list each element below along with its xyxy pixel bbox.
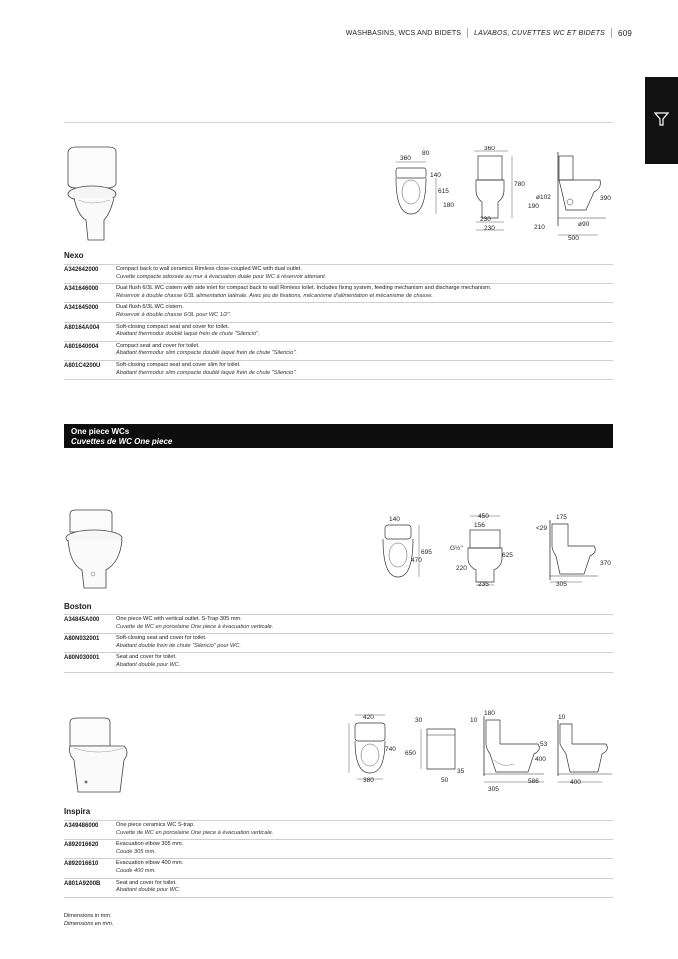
dim-label: 156 [474,522,485,529]
boston-top-view [375,513,445,583]
dim-label: ø102 [536,194,551,201]
inspira-front-view [403,711,471,789]
product-code: A341645000 [64,305,99,312]
description-fr: Cuvette compacte adossée au mur à évacuation duale pour WC à réservoir attenant. [116,273,327,280]
product-code: A80N030001 [64,655,100,662]
dim-label: 305 [556,581,567,588]
boston-front-view [448,512,523,592]
section-divider [64,122,613,123]
dim-label: 180 [443,202,454,209]
description-en: Evacuation elbow 305 mm. [116,841,184,848]
header-section-en: WASHBASINS, WCS AND BIDETS [345,29,462,37]
section-title-fr: Cuvettes de WC One piece [71,436,173,446]
dim-label: 586 [528,778,539,785]
dim-label: 400 [535,756,546,763]
nexo-product-image [64,144,124,244]
description-en: Soft-closing seat and cover for toilet. [116,635,207,642]
product-code: A892016620 [64,842,99,849]
description-fr: Cuvette de WC en porcelaine One piece à évacuation verticale. [116,829,274,836]
description-en: Soft-closing compact seat and cover for toilet. [116,323,230,330]
table-row [64,342,613,361]
nexo-reference-table [64,264,613,380]
dim-label: 50 [441,777,449,784]
table-row [64,859,613,878]
description-en: Evacuation elbow 400 mm. [116,860,184,867]
boston-reference-table [64,614,613,673]
description-fr: Cuvette de WC en porcelaine One piece à évacuation verticale. [116,623,274,630]
dim-label: G½" [450,545,463,552]
description-en: Seat and cover for toilet. [116,654,177,661]
product-name-boston: Boston [64,602,92,611]
description-en: One piece ceramics WC S-trap. [116,822,195,828]
product-name-nexo: Nexo [64,251,84,260]
table-row [64,303,613,322]
product-code: A892016610 [64,861,99,868]
dim-label: 53 [540,741,548,748]
footer-note [64,913,113,928]
dim-label: 190 [528,203,539,210]
description-fr: Réservoir à double chasse 6/3L pour WC 1/2". [116,311,232,318]
footer-fr: Dimensions en mm. [64,920,114,927]
description-fr: Abattant thermodur doublé laqué frein de chute "Silencio". [116,331,260,338]
description-fr: Abattant double pour WC. [116,887,181,894]
dim-label: 615 [438,188,449,195]
product-code: A342642000 [64,267,99,273]
dim-label: 360 [484,146,495,152]
description-fr: Abattant thermodur slim compacte doublé laqué frein de chute "Silencio". [116,350,297,357]
page-number: 609 [618,28,632,38]
header-section-fr: LAVABOS, CUVETTES WC ET BIDETS [474,29,606,37]
product-code: A801A9200B [64,880,101,887]
dim-label: 10 [558,714,566,721]
dim-label: 305 [488,786,499,793]
nexo-side-view [526,150,616,242]
category-tab[interactable] [645,77,678,164]
description-en: Dual flush 6/3L WC cistern with side inlet for compact back to wall Rimless toilet. Includes fixing system, feeding mechanism and discharge mechanism. [116,285,492,292]
dim-label: 360 [400,155,411,162]
dim-label: 420 [363,714,374,721]
section-title-en: One piece WCs [71,427,130,436]
boston-side-view [534,512,614,592]
product-code: A80N032001 [64,636,100,643]
dim-label: 780 [514,181,525,188]
table-row [64,821,613,840]
description-en: Soft-closing compact seat and cover slim for toilet. [116,361,241,368]
dim-label: 180 [484,710,495,717]
dim-label: 10 [470,717,478,724]
dim-label: 470 [411,557,422,564]
table-row [64,879,613,898]
dim-label: 625 [502,552,513,559]
description-fr: Abattant double frein de chute "Silencio" pour WC. [116,642,241,649]
inspira-product-image [64,716,134,798]
dim-label: 230 [480,216,491,223]
table-row [64,634,613,653]
table-row [64,265,613,284]
dim-label: 500 [568,235,579,242]
table-row [64,284,613,303]
description-fr: Coude 400 mm. [116,867,156,874]
table-row [64,653,613,672]
table-row [64,840,613,859]
description-en: Dual flush 6/3L WC cistern. [116,304,184,311]
inspira-side-view-1 [468,708,558,798]
footer-en: Dimensions in mm. [64,913,112,919]
header-divider [611,28,612,38]
description-en: Compact back to wall ceramics Rimless close-coupled WC with dual outlet. [116,266,302,272]
table-row [64,361,613,380]
dim-label: 370 [600,560,611,567]
washbasin-icon [654,111,669,127]
product-name-inspira: Inspira [64,807,91,816]
dim-label: 650 [405,750,416,757]
dim-label: 210 [534,224,545,231]
dim-label: 140 [389,516,400,523]
dim-label: 30 [415,717,423,724]
dim-label: 230 [484,225,495,232]
product-code: A341646000 [64,286,99,293]
table-row [64,323,613,342]
dim-label: 740 [385,746,396,753]
section-title-bar [64,424,613,448]
table-row [64,615,613,634]
dim-label: ø90 [578,221,590,228]
page-header [346,28,632,38]
dim-label: 175 [556,514,567,521]
product-code: A80164A004 [64,324,100,331]
dim-label: 220 [456,565,467,572]
dim-label: 80 [422,150,430,157]
description-fr: Abattant thermodur slim compacte doublé laqué frein de chute "Silencio". [116,369,297,376]
description-en: One piece WC with vertical outlet. S-Trap 305 mm. [116,616,242,622]
product-code: A801640004 [64,343,99,350]
description-en: Compact seat and cover for toilet. [116,342,200,349]
description-fr: Réservoir à double chasse 6/3L alimentation latérale. Avec jeu de fixations, mécanisme d'alimentation et mécanisme de chasse. [116,292,433,299]
product-code: A349486000 [64,823,99,829]
inspira-side-view-2 [552,708,616,788]
description-en: Seat and cover for toilet. [116,879,177,886]
inspira-top-view [345,709,405,787]
dim-label: 235 [478,581,489,588]
description-fr: Coude 305 mm. [116,848,156,855]
dim-label: 35 [457,768,465,775]
boston-product-image [64,508,128,592]
dim-label: 450 [478,513,489,520]
dim-label: <29 [536,525,548,532]
header-divider [467,28,468,38]
product-code: A34845A000 [64,617,100,623]
dim-label: 695 [421,549,432,556]
description-fr: Abattant double pour WC. [116,661,181,668]
product-code: A801C4200U [64,362,101,369]
dim-label: 400 [570,779,581,786]
inspira-reference-table [64,820,613,898]
nexo-top-view [388,150,458,230]
dim-label: 390 [600,195,611,202]
dim-label: 380 [363,777,374,784]
dim-label: 140 [430,172,441,179]
nexo-front-view [468,146,528,236]
